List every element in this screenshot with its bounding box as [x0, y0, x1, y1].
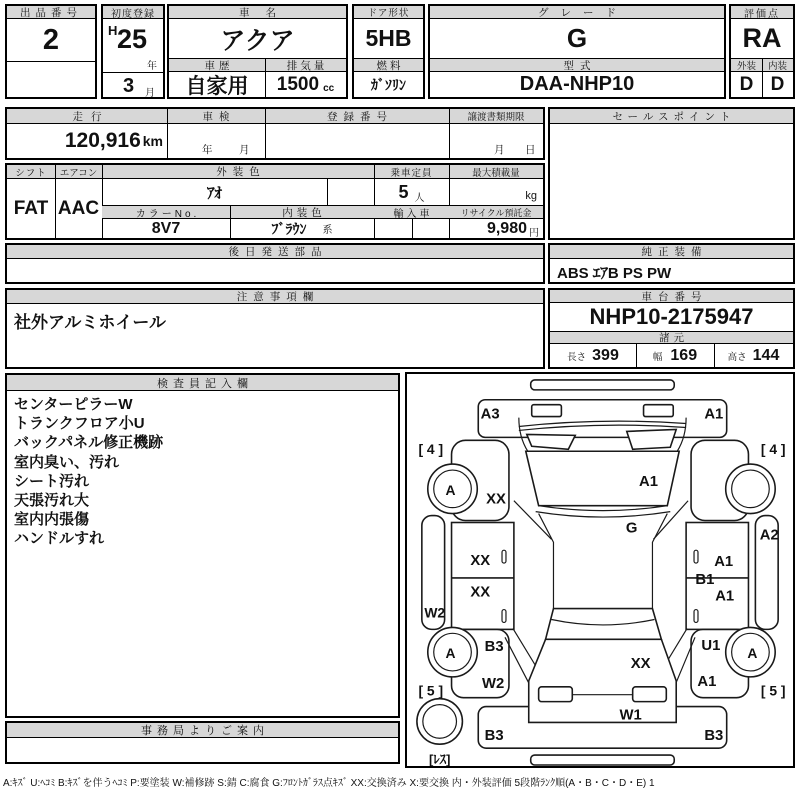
recycle-deposit-header: リサイクル預託金: [449, 205, 543, 219]
car-name-value: アクア: [220, 26, 295, 55]
chassis-number-value: NHP10-2175947: [589, 304, 754, 329]
displacement-header: 排気量: [265, 58, 346, 72]
chassis-number-box: [548, 288, 795, 369]
damage-code-rear-door-right: A1: [715, 588, 735, 605]
office-announcement-box: [5, 721, 400, 764]
dimensions-header: 諸元: [550, 331, 793, 344]
height-cell: [714, 344, 793, 367]
exterior-grade-value: D: [739, 73, 754, 95]
damage-code-sill-left: W2: [424, 604, 446, 621]
door-handle: [694, 550, 698, 563]
displacement-value: [265, 72, 346, 97]
width-label: 幅: [652, 351, 663, 363]
color-no-value: 8V7: [151, 219, 181, 237]
damage-code-rear-door-left: XX: [470, 584, 491, 601]
interior-grade-value: D: [770, 73, 785, 95]
wiper-left-shape: [527, 434, 575, 449]
capacity-unit: 人: [414, 192, 425, 204]
front-bumper-shape: [531, 380, 675, 390]
damage-code-rear-wheel-right: A: [747, 645, 758, 662]
divider: [7, 61, 95, 62]
grade-value: G: [566, 23, 588, 53]
wiper-right-shape: [627, 429, 676, 449]
roof-front-arc: [536, 512, 671, 517]
damage-code-quarter-left-lower: W2: [481, 675, 505, 692]
damage-code-hood-left: A3: [480, 406, 500, 423]
inspector-note-line: ハンドルすれ: [14, 530, 105, 548]
transfer-day-unit: 日: [525, 144, 536, 156]
divider: [412, 219, 413, 238]
shaken-header: 車検: [167, 109, 265, 124]
oem-equipment-value: ABS ｴｱB PS PW: [557, 265, 672, 282]
damage-code-rear-wheel-left: A: [445, 645, 456, 662]
capacity-value-cell: [374, 179, 449, 205]
interior-color-value: ﾌﾞﾗｳﾝ: [271, 220, 307, 237]
mileage-value-cell: [7, 124, 165, 158]
front-wheel-right: [726, 464, 775, 513]
doors-left-shape: [452, 522, 514, 629]
damage-code-legend: A:ｷｽﾞ U:ﾍｺﾐ B:ｷｽﾞを伴うﾍｺﾐ P:要塗装 W:補修跡 S:錆 C:腐食 G:ﾌﾛﾝﾄｶﾞﾗｽ点ｷｽﾞ XX:交換済み X:要交換 内・外装評価 5段階ﾗﾝｸ順(A・B・C・D・E) 1: [3, 778, 655, 789]
damage-code-fender-left: XX: [486, 491, 506, 508]
car-damage-diagram: [407, 374, 793, 766]
tire-size-bracket-right: [ 4 ]: [760, 441, 786, 458]
inspector-notes-box: [5, 373, 400, 718]
length-value: 399: [592, 346, 619, 364]
damage-code-trunk: W1: [619, 707, 642, 724]
damage-code-quarter-right-lower: A1: [697, 673, 717, 690]
notes-box: [5, 288, 545, 369]
door-shape-header: ドア形状: [354, 6, 423, 19]
transfer-month-unit: 月: [494, 144, 505, 156]
exterior-grade-header: 外装: [731, 58, 762, 72]
shaken-month-unit: 月: [239, 144, 250, 156]
history-header: 車歴: [169, 58, 265, 72]
tire-size-bracket-left: [ 4 ]: [418, 441, 444, 458]
mileage-row-box: [5, 107, 545, 160]
color-no-header: カラーNo.: [102, 205, 230, 219]
damage-code-rear-panel-left: B3: [484, 728, 504, 745]
aircon-value: AAC: [57, 197, 100, 219]
headlight-right-shape: [644, 405, 674, 417]
sales-point-header: セールスポイント: [550, 109, 793, 124]
later-parts-box: [5, 243, 545, 284]
inspector-note-line: バックパネル修正機跡: [14, 434, 164, 452]
aircon-header: エアコン: [55, 165, 102, 179]
damage-code-front-door-left: XX: [470, 553, 491, 570]
inspector-note-line: シート汚れ: [14, 472, 90, 490]
first-registration-box: [101, 4, 165, 99]
headlight-left-shape: [532, 405, 562, 417]
divider: [265, 109, 266, 158]
damage-code-quarter-right: U1: [701, 638, 721, 655]
tire-size-bracket-rear-right: [ 5 ]: [760, 682, 786, 699]
month-unit: 月: [145, 88, 155, 99]
displacement-number: 1500: [276, 73, 320, 95]
door-handle: [502, 610, 506, 623]
fuel-header: 燃料: [354, 58, 423, 72]
notes-value: 社外アルミホイール: [14, 313, 166, 332]
grade-box: [428, 4, 726, 99]
lot-number-header: 出品番号: [7, 6, 95, 19]
recycle-deposit-value-cell: [449, 219, 543, 238]
height-label: 高さ: [727, 351, 747, 363]
reg-month-value: 3: [123, 75, 135, 97]
length-cell: [550, 344, 636, 367]
interior-grade-header: 内装: [762, 58, 793, 72]
exterior-color-value: ｱｵ: [206, 184, 222, 202]
inspector-note-line: センターピラーW: [14, 396, 133, 413]
roof-side-line: [652, 514, 667, 609]
mileage-value: 120,916: [64, 129, 141, 152]
era-value: H: [108, 23, 118, 38]
length-label: 長さ: [567, 351, 587, 363]
oem-equipment-box: [548, 243, 795, 284]
car-name-header: 車名: [169, 6, 346, 19]
divider: [167, 109, 168, 158]
inspector-notes-list: [14, 395, 163, 549]
rear-bumper-shape: [531, 755, 675, 765]
later-parts-header: 後日発送部品: [7, 245, 543, 259]
interior-color-header: 内装色: [230, 205, 374, 219]
interior-color-suffix: 系: [322, 225, 333, 236]
shift-value: FAT: [13, 197, 49, 219]
recycle-deposit-unit: 円: [529, 227, 539, 239]
spare-tire: [417, 699, 463, 745]
score-value: RA: [742, 23, 782, 53]
notes-header: 注意事項欄: [7, 290, 543, 304]
oem-equipment-header: 純正装備: [550, 245, 793, 259]
mileage-header: 走行: [7, 109, 167, 124]
inspector-note-line: 室内臭い、汚れ: [14, 453, 120, 471]
import-header: 輸入車: [374, 205, 449, 219]
door-handle: [694, 610, 698, 623]
tail-light-left-shape: [539, 687, 573, 702]
spare-tire-label: [ﾚｽ]: [428, 751, 451, 766]
divider: [327, 179, 328, 205]
recycle-deposit-value: 9,980: [486, 219, 527, 237]
sales-point-box: [548, 107, 795, 240]
divider: [103, 72, 163, 73]
height-value: 144: [752, 346, 780, 364]
mileage-unit: km: [142, 133, 163, 149]
max-load-header: 最大積載量: [449, 165, 543, 179]
rear-glass-shape: [546, 609, 662, 640]
capacity-value: 5: [398, 181, 409, 202]
chassis-number-header: 車台番号: [550, 290, 793, 303]
damage-code-door-pillar-right: B1: [695, 571, 715, 588]
model-code-header: 型式: [430, 58, 724, 72]
damage-code-front-door-right: A1: [714, 554, 734, 571]
damage-code-windshield: A1: [639, 473, 658, 490]
damage-code-glass: G: [625, 520, 638, 537]
year-unit: 年: [147, 61, 157, 72]
max-load-value-cell: [449, 179, 543, 205]
width-value: 169: [670, 346, 698, 364]
score-header: 評価点: [731, 6, 793, 19]
damage-code-quarter-right-top: A2: [759, 527, 779, 544]
history-value: 自家用: [185, 74, 249, 98]
lot-number-box: [5, 4, 97, 99]
inspector-note-line: 天張汚れ大: [14, 492, 90, 510]
fuel-value: ｶﾞｿﾘﾝ: [371, 76, 406, 93]
door-handle: [502, 550, 506, 563]
interior-color-value-cell: [230, 219, 374, 238]
divider: [449, 109, 450, 158]
damage-code-tailgate: XX: [630, 655, 651, 672]
damage-code-quarter-left: B3: [484, 639, 504, 656]
transfer-deadline-header: 譲渡書類期限: [449, 109, 543, 124]
office-announcement-header: 事務局よりご案内: [7, 723, 398, 738]
door-shape-box: [352, 4, 425, 99]
exterior-color-header: 外装色: [102, 165, 374, 179]
damage-code-front-wheel-left: A: [445, 481, 456, 498]
tire-size-bracket-rear-left: [ 5 ]: [418, 682, 444, 699]
damage-code-rear-panel-right: B3: [704, 728, 724, 745]
inspector-note-line: 室内内張傷: [14, 511, 90, 529]
hood-shape: [478, 400, 726, 438]
displacement-unit: cc: [323, 83, 335, 94]
width-cell: [636, 344, 714, 367]
spec-row-box: [5, 163, 545, 240]
capacity-header: 乗車定員: [374, 165, 449, 179]
door-shape-value: 5HB: [365, 25, 412, 51]
reg-year-value: 25: [117, 24, 148, 54]
shaken-year-unit: 年: [202, 144, 213, 156]
max-load-unit: kg: [525, 190, 537, 202]
lot-number-value: 2: [42, 23, 60, 56]
first-registration-header: 初度登録: [103, 6, 163, 19]
grade-header: グレード: [430, 6, 724, 19]
shift-header: シフト: [7, 165, 55, 179]
tailgate-shape: [529, 639, 676, 722]
registration-number-header: 登録番号: [265, 109, 449, 124]
tail-light-right-shape: [633, 687, 667, 702]
damage-code-hood-right: A1: [704, 406, 724, 423]
inspector-note-line: トランクフロア小U: [14, 415, 145, 433]
inspector-notes-header: 検査員記入欄: [7, 375, 398, 391]
damage-diagram-box: [405, 372, 795, 768]
car-name-box: [167, 4, 348, 99]
score-box: [729, 4, 795, 99]
model-code-value: DAA-NHP10: [519, 73, 635, 95]
